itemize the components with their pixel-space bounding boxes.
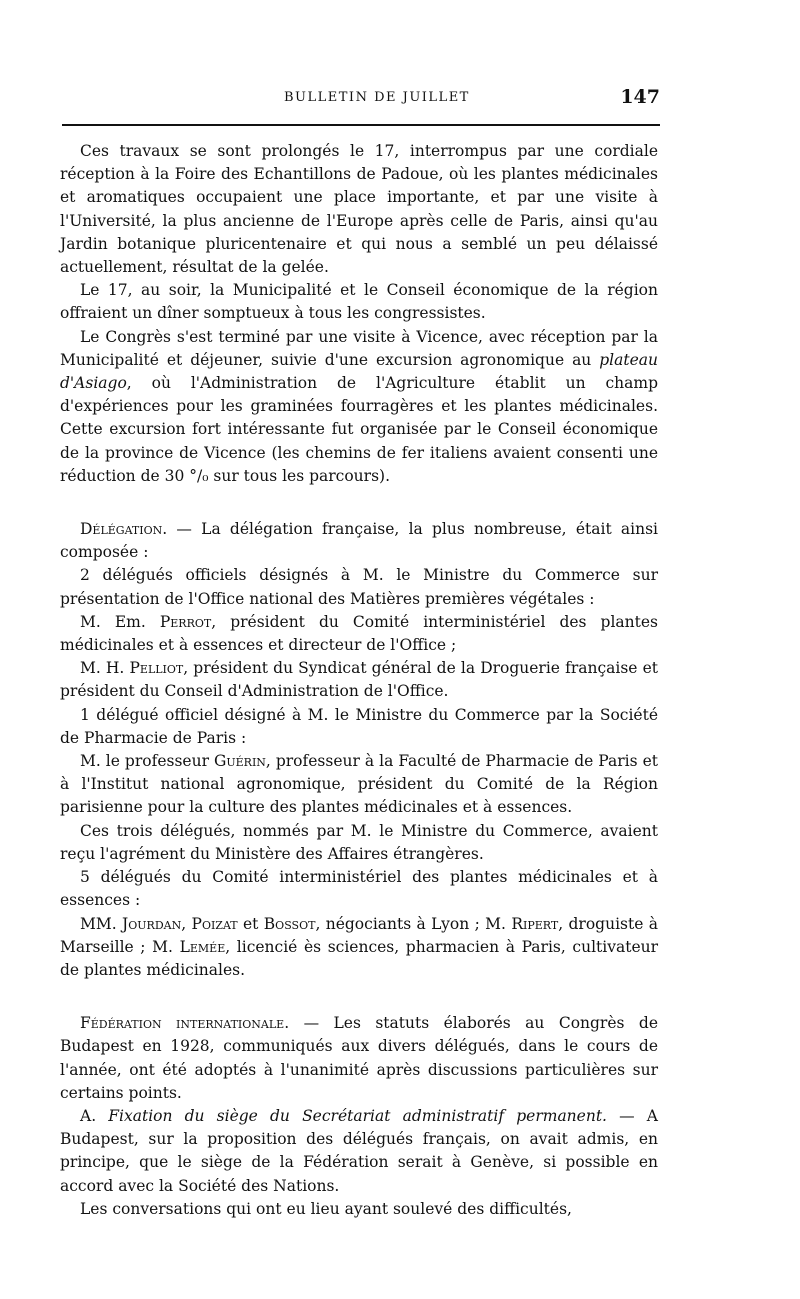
person-name: Poizat — [191, 914, 238, 933]
section-heading-delegation: Délégation. — [80, 520, 168, 539]
body-text — [60, 140, 658, 1221]
person-name: Guérin — [213, 752, 266, 771]
person-name: Pelliot — [129, 659, 184, 678]
paragraph-diner: Le 17, au soir, la Municipalité et le Conseil économique de la région offraient un dîner somptueux à tous les congressistes. — [60, 281, 658, 323]
italic-place-name: plateau d'Asiago — [60, 350, 658, 393]
person-name: Lemée — [179, 937, 226, 956]
person-name: Ripert — [511, 914, 559, 933]
paragraph-padoue: Ces travaux se sont prolongés le 17, interrompus par une cordiale réception à la Foire des Echantillons de Padoue, où les plantes médicinales et aromatiques occupaient une place importante, et par une visite à l'Université, la plus ancienne de l'Europe après celle de Paris, ainsi qu'au Jardin botanique pluricentenaire et qui nous a semblé un peu délaissé actuellement, résultat de la gelée. — [60, 142, 658, 277]
paragraph-delegue-pharmacie: 1 délégué officiel désigné à M. le Ministre du Commerce par la Société de Pharmacie de Paris : — [60, 705, 658, 747]
page-header — [62, 86, 660, 112]
paragraph-siege: A. Fixation du siège du Secrétariat administratif permanent. — A Budapest, sur la proposition des délégués français, on avait admis, en principe, que le siège de la Fédération serait à Genève, si possible en accord avec la Société des Nations. — [60, 1106, 658, 1195]
paragraph-vicence: Le Congrès s'est terminé par une visite à Vicence, avec réception par la Municipalité et déjeuner, suivie d'une excursion agronomique au plateau d'Asiago, où l'Administration de l'Agriculture établit un champ d'expériences pour les graminées fourragères et les plantes médicinales. Cette excursion fort intéressante fut organisée par le Conseil économique de la province de Vicence (les chemins de fer italiens avaient consenti une réduction de 30 °/₀ sur tous les parcours). — [60, 327, 658, 485]
paragraph-pelliot: M. H. Pelliot, président du Syndicat général de la Droguerie française et président du Conseil d'Administration de l'Office. — [60, 659, 658, 701]
paragraph-conversations: Les conversations qui ont eu lieu ayant soulevé des difficultés, — [80, 1199, 572, 1218]
page-number: 147 — [620, 86, 660, 108]
paragraph-comite-delegues: 5 délégués du Comité interministériel des plantes médicinales et à essences : — [60, 868, 658, 910]
italic-item-title: Fixation du siège du Secrétariat administratif permanent. — [96, 1106, 607, 1125]
paragraph-federation: Fédération internationale. — Les statuts élaborés au Congrès de Budapest en 1928, communiqués aux divers délégués, dans le cours de l'année, ont été adoptés à l'unanimité après discussions particulières sur certains points. — [60, 1014, 658, 1102]
paragraph-delegues-officiels: 2 délégués officiels désignés à M. le Ministre du Commerce sur présentation de l'Office national des Matières premières végétales : — [60, 566, 658, 608]
section-heading-federation: Fédération internationale. — [80, 1014, 290, 1033]
paragraph-guerin: M. le professeur Guérin, professeur à la Faculté de Pharmacie de Paris et à l'Institut national agronomique, président du Comité de la Région parisienne pour la culture des plantes médicinales et à essences. — [60, 752, 658, 817]
paragraph-agrement: Ces trois délégués, nommés par M. le Ministre du Commerce, avaient reçu l'agrément du Ministère des Affaires étrangères. — [60, 821, 658, 863]
person-name: Bossot — [263, 914, 316, 933]
person-name: Jourdan — [122, 914, 182, 933]
paragraph-perrot: M. Em. Perrot, président du Comité interministériel des plantes médicinales et à essences et directeur de l'Office ; — [60, 612, 658, 655]
item-label: A. — [80, 1106, 97, 1125]
running-title: BULLETIN DE JUILLET — [284, 90, 470, 105]
paragraph-negociants: MM. Jourdan, Poizat et Bossot, négociants à Lyon ; M. Ripert, droguiste à Marseille ; M. Lemée, licencié ès sciences, pharmacien à Paris, cultivateur de plantes médicinales. — [60, 914, 659, 979]
person-name: Perrot — [159, 612, 212, 631]
header-rule — [62, 124, 660, 126]
paragraph-delegation: Délégation. — La délégation française, la plus nombreuse, était ainsi composée : — [60, 520, 658, 562]
